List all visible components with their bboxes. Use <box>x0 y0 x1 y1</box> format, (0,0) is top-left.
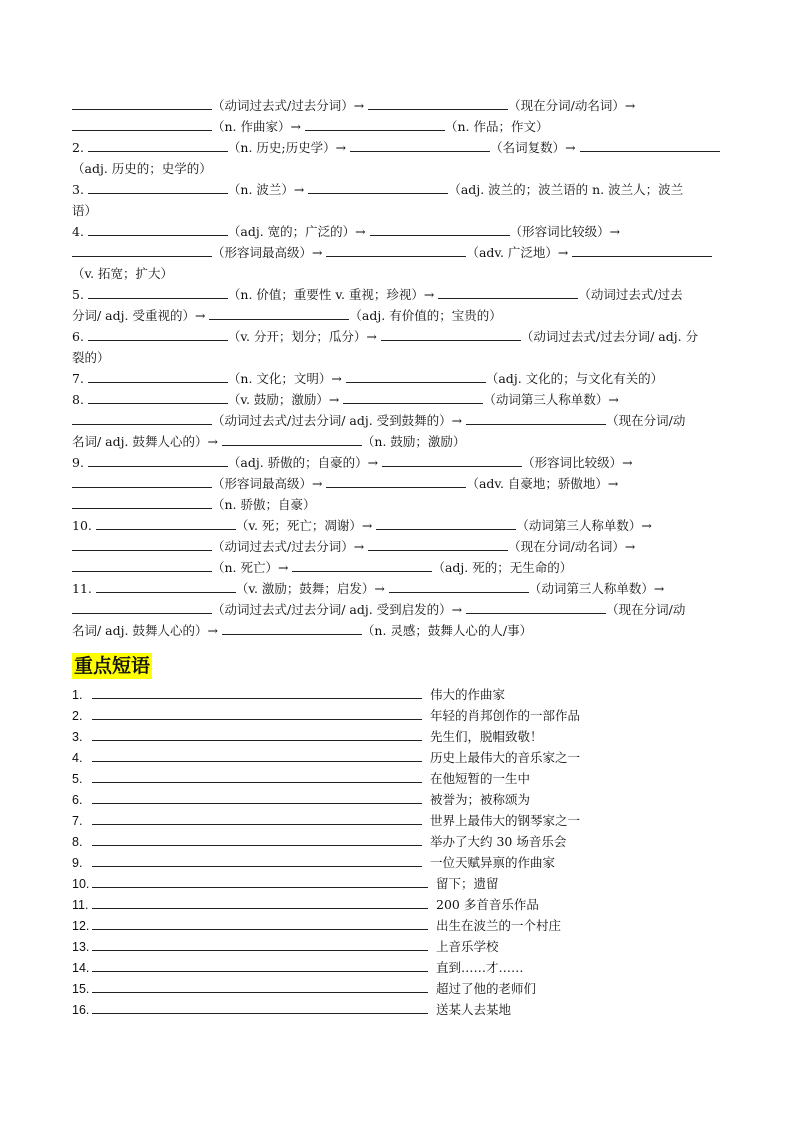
phrase-item <box>72 894 732 915</box>
phrase-meaning: 送某人去某地 <box>436 1002 512 1017</box>
vocab-text: （现在分词/动 <box>606 602 686 617</box>
answer-blank[interactable] <box>370 222 510 236</box>
answer-blank[interactable] <box>88 327 228 341</box>
vocab-line <box>72 116 728 137</box>
vocab-line <box>72 347 728 368</box>
answer-blank[interactable] <box>368 537 508 551</box>
phrase-item <box>72 684 732 705</box>
vocab-text: （v. 死；死亡；凋谢）→ <box>235 518 377 533</box>
vocab-line <box>72 137 728 158</box>
phrase-item <box>72 747 732 768</box>
vocab-text: （adj. 骄傲的；自豪的）→ <box>227 455 383 470</box>
vocab-text: （v. 分开；划分；瓜分）→ <box>227 329 381 344</box>
vocab-line <box>72 221 728 242</box>
vocab-text: （adj. 文化的；与文化有关的） <box>485 371 664 386</box>
answer-blank[interactable] <box>72 495 212 509</box>
phrase-answer-blank[interactable] <box>92 748 422 762</box>
phrase-number: 16. <box>72 1003 90 1017</box>
phrase-item <box>72 810 732 831</box>
phrase-meaning: 200 多首音乐作品 <box>436 897 539 912</box>
answer-blank[interactable] <box>222 621 362 635</box>
phrase-item <box>72 978 732 999</box>
vocab-text: 名词/ adj. 鼓舞人心的）→ <box>72 623 222 638</box>
vocab-text: （形容词最高级）→ <box>212 476 327 491</box>
answer-blank[interactable] <box>222 432 362 446</box>
vocab-text: （动词第三人称单数）→ <box>528 581 665 596</box>
vocab-text: 分词/ adj. 受重视的）→ <box>72 308 210 323</box>
vocab-text: （n. 文化；文明）→ <box>227 371 346 386</box>
vocab-text: （n. 灵感；鼓舞人心的人/事） <box>361 623 533 638</box>
phrase-item <box>72 873 732 894</box>
phrase-number: 4. <box>72 751 83 765</box>
answer-blank[interactable] <box>466 411 606 425</box>
answer-blank[interactable] <box>381 327 521 341</box>
phrase-meaning: 留下；遗留 <box>436 876 499 891</box>
phrase-number: 12. <box>72 919 90 933</box>
vocab-text: （现在分词/动 <box>606 413 686 428</box>
word-forms-section <box>72 95 728 641</box>
phrase-meaning: 上音乐学校 <box>436 939 499 954</box>
phrase-answer-blank[interactable] <box>92 727 422 741</box>
vocab-line <box>72 368 728 389</box>
phrase-item <box>72 852 732 873</box>
vocab-text: （adj. 死的；无生命的） <box>432 560 573 575</box>
phrase-answer-blank[interactable] <box>92 832 422 846</box>
phrase-meaning: 世界上最伟大的钢琴家之一 <box>430 813 581 828</box>
answer-blank[interactable] <box>88 390 228 404</box>
vocab-text: 3. <box>72 182 88 197</box>
vocab-line <box>72 578 728 599</box>
vocab-text: （n. 作曲家）→ <box>212 119 305 134</box>
answer-blank[interactable] <box>326 243 466 257</box>
phrase-number: 3. <box>72 730 83 744</box>
phrase-item <box>72 915 732 936</box>
phrase-number: 2. <box>72 709 83 723</box>
vocab-text: （形容词比较级）→ <box>522 455 633 470</box>
vocab-text: 4. <box>72 224 88 239</box>
answer-blank[interactable] <box>72 96 212 110</box>
vocab-text: （n. 骄傲；自豪） <box>212 497 316 512</box>
phrase-meaning: 先生们，脱帽致敬！ <box>430 729 543 744</box>
vocab-text: 11. <box>72 581 96 596</box>
vocab-line <box>72 263 728 284</box>
answer-blank[interactable] <box>72 474 212 488</box>
vocab-line <box>72 599 728 620</box>
answer-blank[interactable] <box>88 285 228 299</box>
vocab-text: （n. 死亡）→ <box>212 560 293 575</box>
vocab-text: （adj. 历史的；史学的） <box>72 161 212 176</box>
phrase-meaning: 历史上最伟大的音乐家之一 <box>430 750 581 765</box>
answer-blank[interactable] <box>88 180 228 194</box>
vocab-text: （形容词比较级）→ <box>509 224 621 239</box>
phrase-number: 14. <box>72 961 90 975</box>
answer-blank[interactable] <box>72 411 212 425</box>
phrase-answer-blank[interactable] <box>92 685 422 699</box>
vocab-line <box>72 305 728 326</box>
phrase-meaning: 举办了大约 30 场音乐会 <box>430 834 567 849</box>
vocab-text: （adj. 宽的；广泛的）→ <box>227 224 370 239</box>
phrase-answer-blank[interactable] <box>92 916 428 930</box>
vocab-line <box>72 242 728 263</box>
vocab-text: 8. <box>72 392 88 407</box>
answer-blank[interactable] <box>72 117 212 131</box>
answer-blank[interactable] <box>368 96 508 110</box>
phrase-meaning: 在他短暂的一生中 <box>430 771 531 786</box>
vocab-line <box>72 431 728 452</box>
vocab-text: （adv. 广泛地）→ <box>466 245 573 260</box>
phrase-answer-blank[interactable] <box>92 874 428 888</box>
phrase-number: 6. <box>72 793 83 807</box>
phrase-number: 5. <box>72 772 83 786</box>
phrase-meaning: 直到……才…… <box>436 960 524 975</box>
vocab-line <box>72 389 728 410</box>
vocab-text: 10. <box>72 518 96 533</box>
answer-blank[interactable] <box>438 285 578 299</box>
phrase-item <box>72 936 732 957</box>
phrase-answer-blank[interactable] <box>92 958 428 972</box>
phrase-meaning: 伟大的作曲家 <box>430 687 506 702</box>
answer-blank[interactable] <box>346 369 486 383</box>
answer-blank[interactable] <box>72 243 212 257</box>
phrase-number: 8. <box>72 835 83 849</box>
vocab-text: （adv. 自豪地；骄傲地）→ <box>466 476 619 491</box>
vocab-text: 名词/ adj. 鼓舞人心的）→ <box>72 434 222 449</box>
phrase-answer-blank[interactable] <box>92 1000 428 1014</box>
vocab-text: （动词过去式/过去 <box>578 287 683 302</box>
answer-blank[interactable] <box>72 558 212 572</box>
answer-blank[interactable] <box>572 243 712 257</box>
key-phrases-list <box>72 684 732 1020</box>
phrase-meaning: 出生在波兰的一个村庄 <box>436 918 562 933</box>
vocab-text: （动词第三人称单数）→ <box>483 392 619 407</box>
vocab-line <box>72 557 728 578</box>
vocab-text: （n. 波兰）→ <box>227 182 309 197</box>
phrase-number: 11. <box>72 898 89 912</box>
phrase-answer-blank[interactable] <box>92 979 428 993</box>
phrase-number: 15. <box>72 982 90 996</box>
answer-blank[interactable] <box>72 600 212 614</box>
answer-blank[interactable] <box>389 579 529 593</box>
phrase-number: 9. <box>72 856 83 870</box>
answer-blank[interactable] <box>580 138 720 152</box>
vocab-line <box>72 494 728 515</box>
vocab-text: 6. <box>72 329 88 344</box>
vocab-text: （n. 历史;历史学）→ <box>227 140 351 155</box>
vocab-line <box>72 620 728 641</box>
phrase-answer-blank[interactable] <box>92 895 428 909</box>
phrase-item <box>72 957 732 978</box>
answer-blank[interactable] <box>308 180 448 194</box>
phrase-item <box>72 705 732 726</box>
answer-blank[interactable] <box>88 369 228 383</box>
vocab-text: 2. <box>72 140 88 155</box>
phrase-answer-blank[interactable] <box>92 811 422 825</box>
answer-blank[interactable] <box>88 453 228 467</box>
vocab-text: （动词第三人称单数）→ <box>516 518 652 533</box>
vocab-line <box>72 536 728 557</box>
vocab-line <box>72 515 728 536</box>
vocab-text: 语） <box>72 203 98 218</box>
answer-blank[interactable] <box>305 117 445 131</box>
answer-blank[interactable] <box>209 306 349 320</box>
vocab-text: 裂的） <box>72 350 110 365</box>
phrase-answer-blank[interactable] <box>92 790 422 804</box>
answer-blank[interactable] <box>96 579 236 593</box>
vocab-text: （现在分词/动名词）→ <box>508 539 636 554</box>
answer-blank[interactable] <box>343 390 483 404</box>
vocab-text: （动词过去式/过去分词/ adj. 分 <box>520 329 699 344</box>
phrase-number: 1. <box>72 688 83 702</box>
phrase-meaning: 一位天赋异禀的作曲家 <box>430 855 556 870</box>
vocab-line <box>72 410 728 431</box>
phrase-answer-blank[interactable] <box>92 937 428 951</box>
answer-blank[interactable] <box>350 138 490 152</box>
vocab-text: （n. 价值；重要性 v. 重视；珍视）→ <box>227 287 439 302</box>
phrase-number: 7. <box>72 814 83 828</box>
section-heading: 重点短语 <box>74 655 151 677</box>
answer-blank[interactable] <box>326 474 466 488</box>
answer-blank[interactable] <box>88 138 228 152</box>
vocab-text: （动词过去式/过去分词/ adj. 受到鼓舞的）→ <box>212 413 467 428</box>
vocab-text: 5. <box>72 287 88 302</box>
vocab-text: （动词过去式/过去分词）→ <box>212 98 369 113</box>
vocab-text: （adj. 波兰的；波兰语的 n. 波兰人；波兰 <box>448 182 684 197</box>
vocab-text: 7. <box>72 371 88 386</box>
vocab-text: （v. 鼓励；激励）→ <box>227 392 344 407</box>
vocab-line <box>72 284 728 305</box>
vocab-line <box>72 200 728 221</box>
answer-blank[interactable] <box>88 222 228 236</box>
vocab-text: （名词复数）→ <box>490 140 580 155</box>
vocab-text: （n. 作品；作文） <box>444 119 549 134</box>
vocab-line <box>72 452 728 473</box>
phrase-answer-blank[interactable] <box>92 706 422 720</box>
answer-blank[interactable] <box>376 516 516 530</box>
phrase-number: 13. <box>72 940 90 954</box>
phrase-item <box>72 789 732 810</box>
phrase-meaning: 年轻的肖邦创作的一部作品 <box>430 708 581 723</box>
vocab-text: （形容词最高级）→ <box>212 245 327 260</box>
vocab-text: （v. 拓宽；扩大） <box>72 266 174 281</box>
answer-blank[interactable] <box>72 537 212 551</box>
phrase-answer-blank[interactable] <box>92 853 422 867</box>
vocab-text: （v. 激励；鼓舞；启发）→ <box>235 581 389 596</box>
vocab-line <box>72 326 728 347</box>
vocab-text: （现在分词/动名词）→ <box>508 98 636 113</box>
phrase-item <box>72 831 732 852</box>
phrase-item <box>72 726 732 747</box>
vocab-text: （动词过去式/过去分词/ adj. 受到启发的）→ <box>212 602 467 617</box>
phrase-number: 10. <box>72 877 90 891</box>
phrase-item <box>72 999 732 1020</box>
answer-blank[interactable] <box>96 516 236 530</box>
vocab-text: （adj. 有价值的；宝贵的） <box>349 308 502 323</box>
vocab-text: 9. <box>72 455 88 470</box>
phrase-item <box>72 768 732 789</box>
vocab-line <box>72 158 728 179</box>
vocab-line <box>72 473 728 494</box>
answer-blank[interactable] <box>466 600 606 614</box>
vocab-text: （动词过去式/过去分词）→ <box>212 539 369 554</box>
answer-blank[interactable] <box>382 453 522 467</box>
vocab-line <box>72 95 728 116</box>
answer-blank[interactable] <box>292 558 432 572</box>
vocab-line <box>72 179 728 200</box>
phrase-meaning: 超过了他的老师们 <box>436 981 537 996</box>
phrase-answer-blank[interactable] <box>92 769 422 783</box>
vocab-text: （n. 鼓励；激励） <box>361 434 466 449</box>
phrase-meaning: 被誉为；被称颂为 <box>430 792 531 807</box>
